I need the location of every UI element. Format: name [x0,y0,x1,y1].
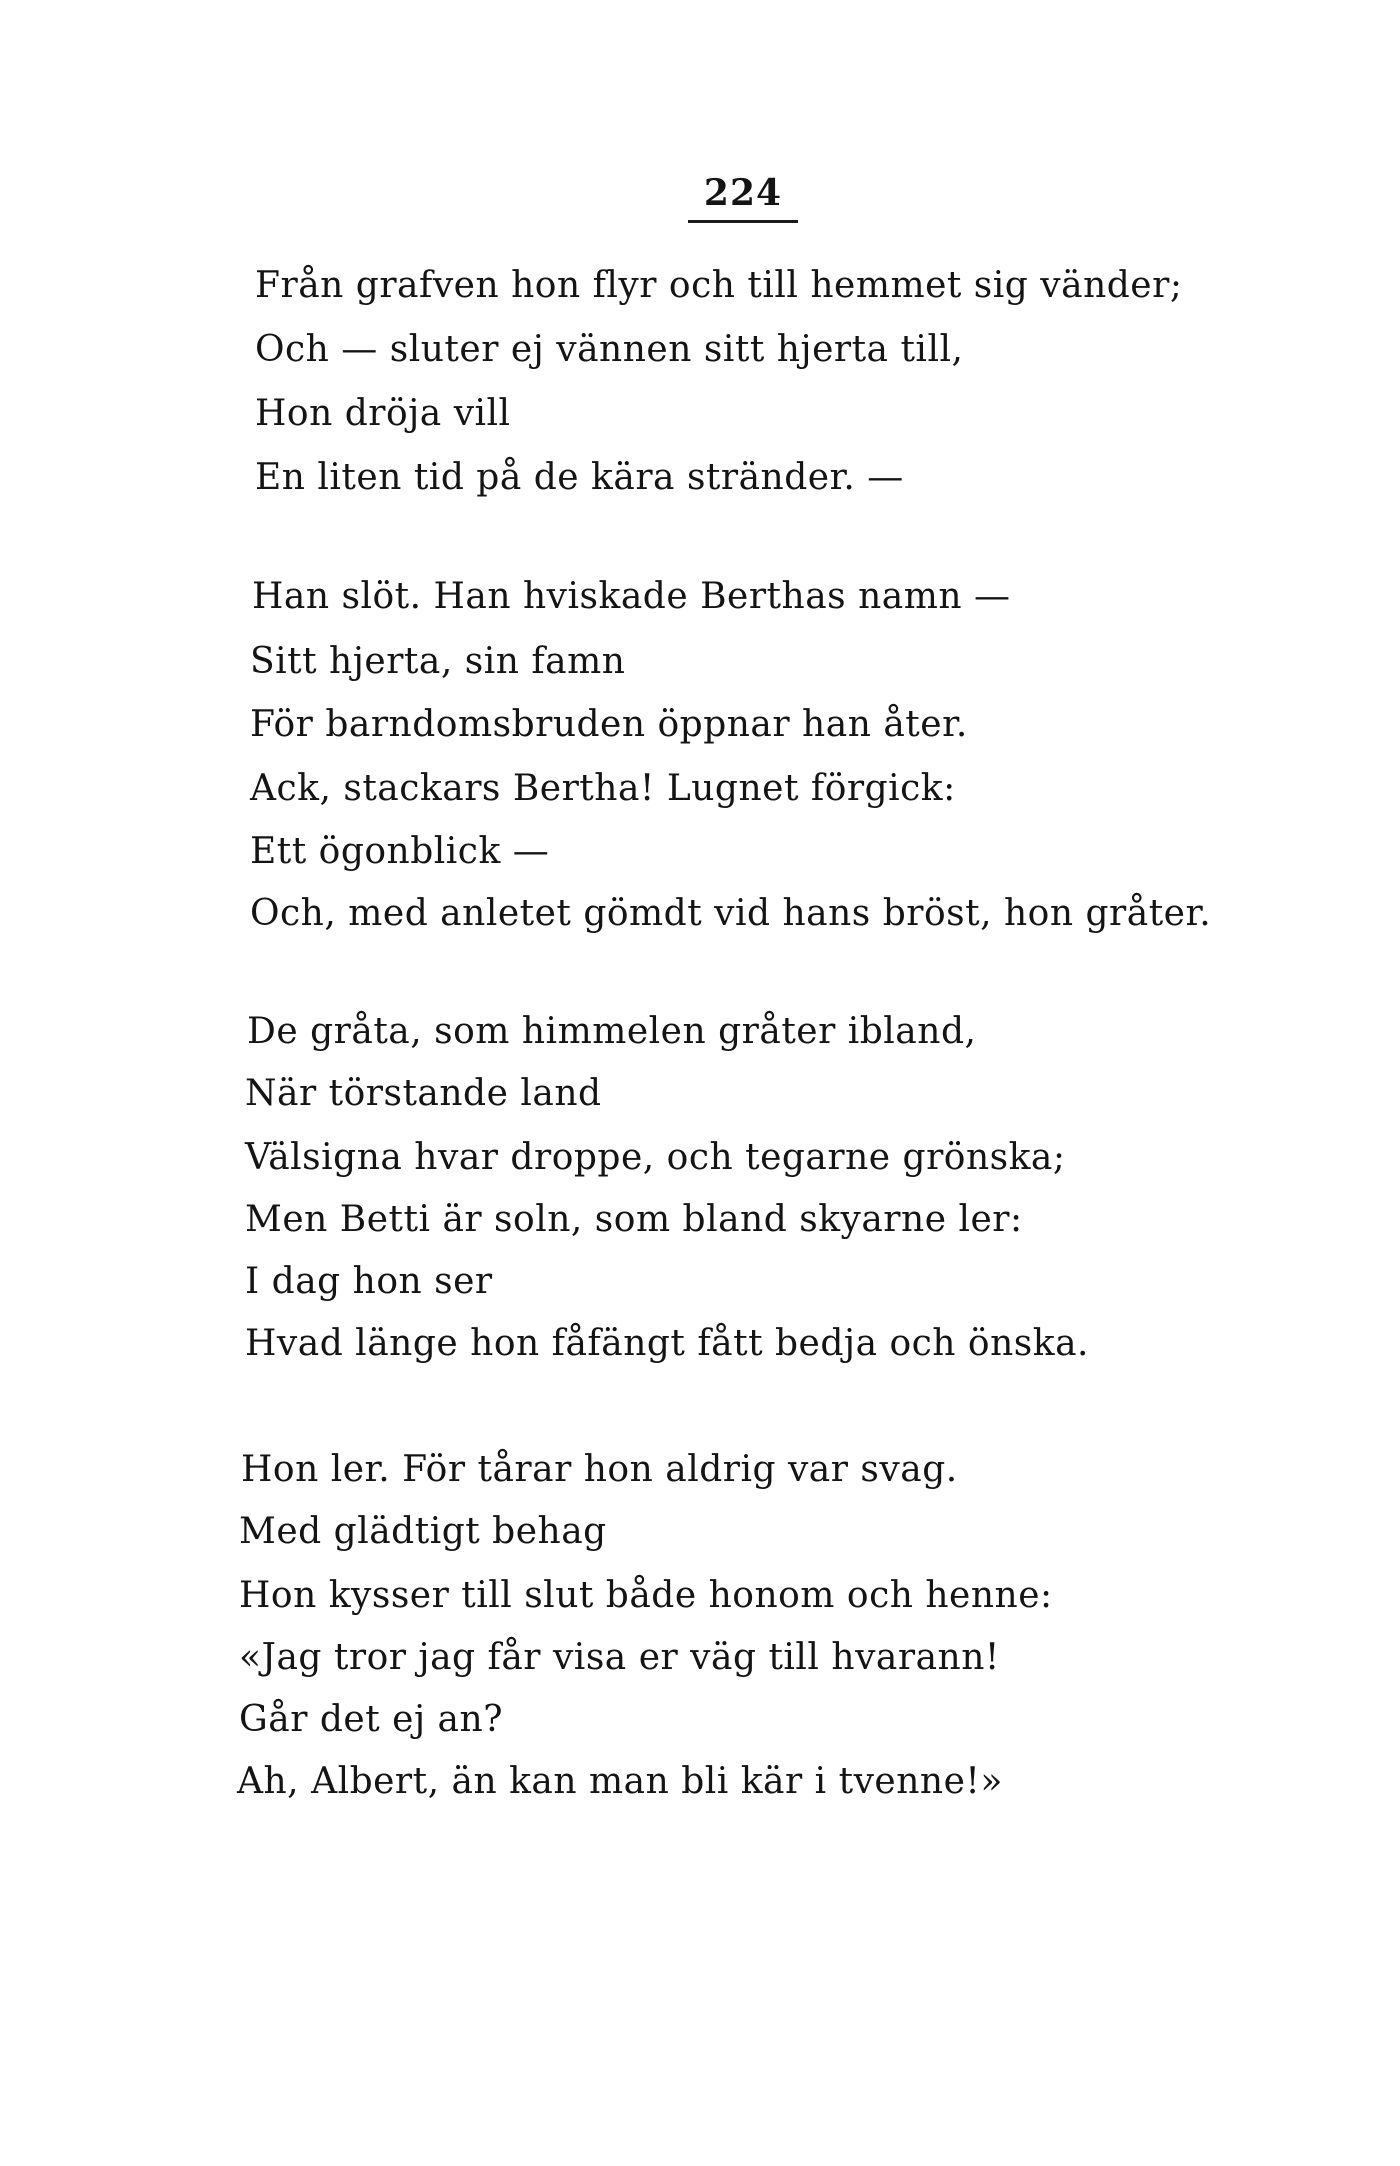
poem-line: Hon kysser till slut både honom och henne: [239,1575,1053,1616]
poem-line: Hon ler. För tårar hon aldrig var svag. [241,1449,958,1490]
poem-line: I dag hon ser [245,1261,493,1302]
poem-line: Hvad länge hon fåfängt fått bedja och önska. [245,1323,1089,1364]
poem-line: Går det ej an? [239,1699,503,1740]
poem-line: Och — sluter ej vännen sitt hjerta till, [255,329,964,370]
poem-line: Han slöt. Han hviskade Berthas namn — [252,576,1011,617]
poem-line: Men Betti är soln, som bland skyarne ler: [245,1199,1023,1240]
poem-line: Med glädtigt behag [239,1511,607,1552]
poem-line: Ack, stackars Bertha! Lugnet förgick: [250,768,956,809]
poem-line: För barndomsbruden öppnar han åter. [250,704,968,745]
poem-line: En liten tid på de kära stränder. — [255,457,904,498]
poem-line: De gråta, som himmelen gråter ibland, [247,1011,977,1052]
poem-line: Ett ögonblick — [250,831,550,872]
poem-line: Från grafven hon flyr och till hemmet sig vänder; [255,265,1183,306]
poem-line: Och, med anletet gömdt vid hans bröst, hon gråter. [250,893,1212,934]
poem-line: Välsigna hvar droppe, och tegarne grönska; [245,1137,1066,1178]
poem-line: När törstande land [245,1073,602,1114]
page-number: 224 [703,172,783,214]
poem-line: Hon dröja vill [255,393,511,434]
poem-line: Sitt hjerta, sin famn [250,641,626,682]
poem-line: «Jag tror jag får visa er väg till hvarann! [239,1637,1000,1678]
poem-line: Ah, Albert, än kan man bli kär i tvenne!» [237,1761,1003,1802]
